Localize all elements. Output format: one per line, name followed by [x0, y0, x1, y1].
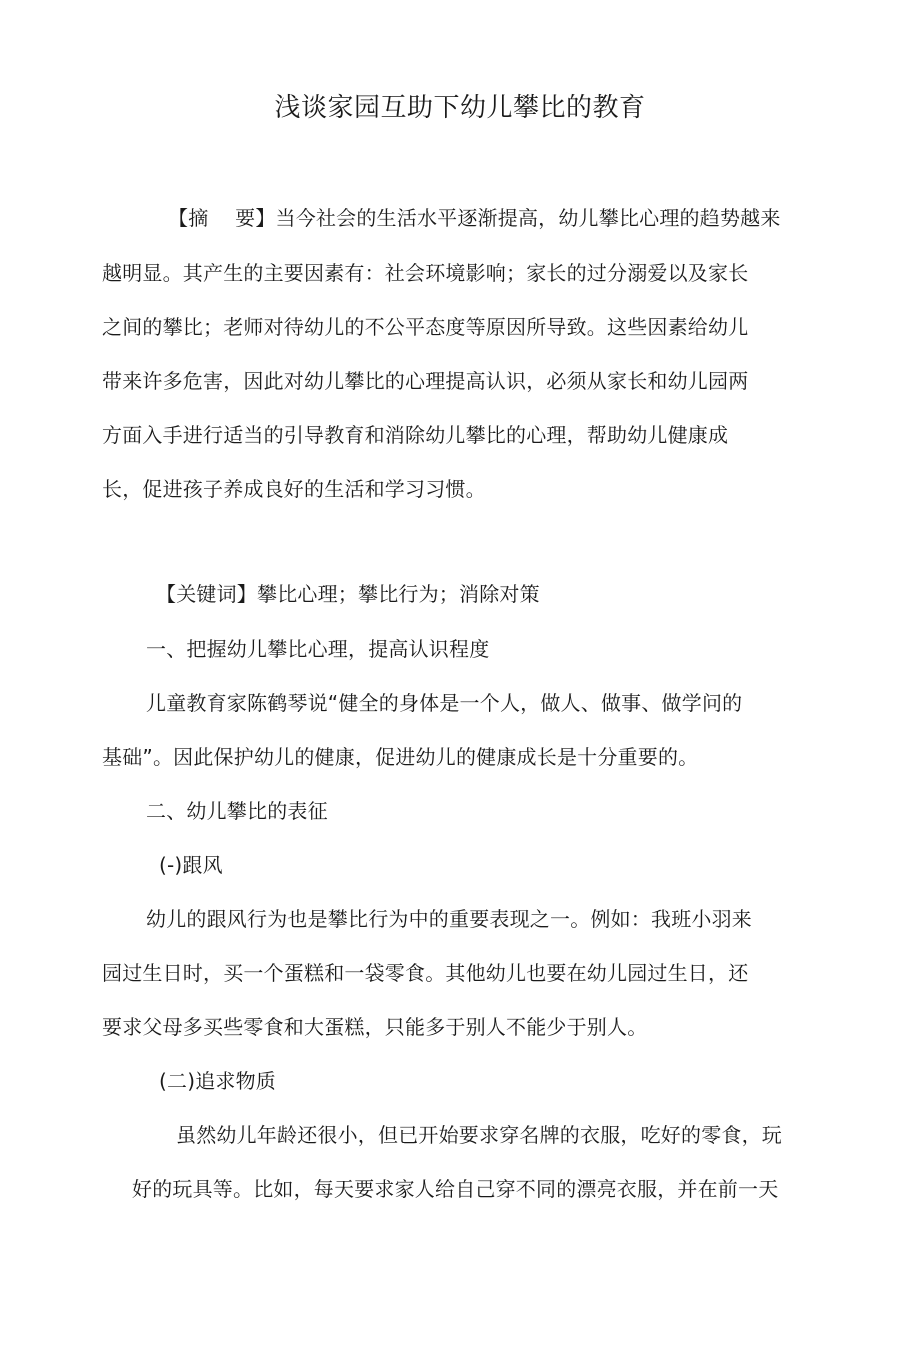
paragraph-line: 要求父母多买些零食和大蛋糕，只能多于别人不能少于别人。 — [102, 1015, 648, 1039]
abstract-line-4: 带来许多危害，因此对幼儿攀比的心理提高认识，必须从家长和幼儿园两 — [102, 369, 749, 393]
abstract-line-2: 越明显。其产生的主要因素有：社会环境影响；家长的过分溺爱以及家长 — [102, 261, 749, 285]
section-heading-2: 二、幼儿攀比的表征 — [146, 799, 328, 823]
subsection-heading-1: (-)跟风 — [159, 853, 223, 877]
subsection-heading-2: (二)追求物质 — [159, 1069, 277, 1093]
keywords-line: 【关键词】攀比心理；攀比行为；消除对策 — [156, 582, 540, 606]
paragraph-line: 园过生日时，买一个蛋糕和一袋零食。其他幼儿也要在幼儿园过生日，还 — [102, 961, 749, 985]
section-heading-1: 一、把握幼儿攀比心理，提高认识程度 — [146, 637, 490, 661]
paragraph-line: 好的玩具等。比如，每天要求家人给自己穿不同的漂亮衣服，并在前一天 — [132, 1177, 779, 1201]
paragraph-line: 儿童教育家陈鹤琴说“健全的身体是一个人，做人、做事、做学问的 — [146, 691, 743, 715]
paragraph-line: 基础”。因此保护幼儿的健康，促进幼儿的健康成长是十分重要的。 — [102, 745, 699, 769]
abstract-line-1: 【摘 要】当今社会的生活水平逐渐提高，幼儿攀比心理的趋势越来 — [168, 206, 781, 230]
abstract-line-5: 方面入手进行适当的引导教育和消除幼儿攀比的心理，帮助幼儿健康成 — [102, 423, 729, 447]
paragraph-line: 幼儿的跟风行为也是攀比行为中的重要表现之一。例如：我班小羽来 — [146, 907, 752, 931]
abstract-line-6: 长，促进孩子养成良好的生活和学习习惯。 — [102, 477, 486, 501]
paragraph-line: 虽然幼儿年龄还很小，但已开始要求穿名牌的衣服，吃好的零食，玩 — [176, 1123, 782, 1147]
abstract-line-3: 之间的攀比；老师对待幼儿的不公平态度等原因所导致。这些因素给幼儿 — [102, 315, 749, 339]
document-title: 浅谈家园互助下幼儿攀比的教育 — [274, 93, 646, 123]
